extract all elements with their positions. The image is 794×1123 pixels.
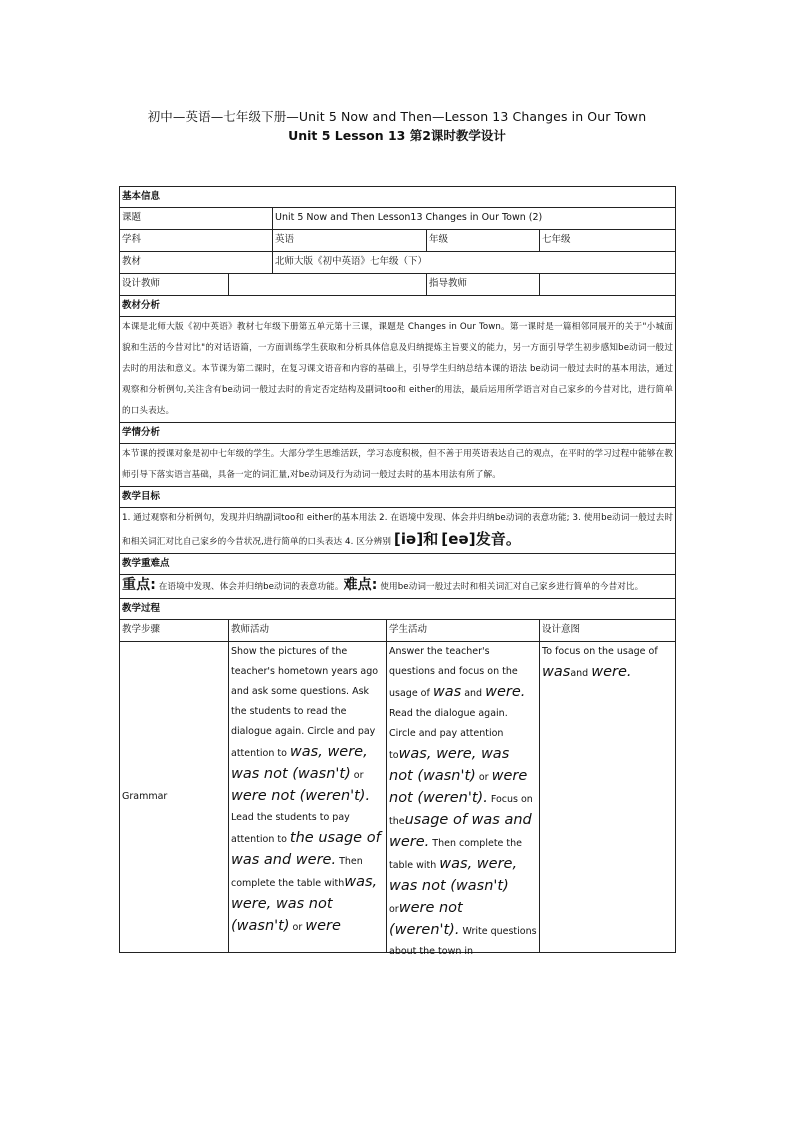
col-student-header: 学生活动 [387, 620, 540, 642]
section-heading: 教学目标 [120, 487, 676, 508]
student-text: Write questions about the town in [389, 926, 537, 957]
topic-value: Unit 5 Now and Then Lesson13 Changes in Our Town (2) [273, 208, 676, 230]
difficulty-text: 使用be动词一般过去时和相关词汇对自己家乡进行简单的今昔对比。 [377, 582, 644, 592]
subject-label: 学科 [120, 230, 273, 252]
student-text: Read the dialogue again. Circle and pay attention to [389, 708, 508, 761]
process-column-headers [120, 620, 676, 642]
student-text: and [461, 688, 486, 699]
keypoints-paragraph [120, 575, 676, 599]
student-italic: was, were, was not (wasn't) [389, 746, 510, 784]
design-intent [540, 642, 676, 953]
intent-text: and [570, 668, 592, 679]
intent-italic: were. [591, 664, 632, 680]
section-heading: 学情分析 [120, 423, 676, 444]
goals-text: 1. 通过观察和分析例句，发现并归纳副词too和 either的基本用法 2. 在语境中发现、体会并归纳be动词的表意功能; 3. 使用be动词一般过去时和相关词汇对比自己家乡的今昔状况,进行简单的口头表达 4. 区分辨别 [122, 513, 674, 547]
phoneme-1: [iə]和 [393, 530, 439, 548]
student-italic: were not (weren't). [389, 900, 463, 938]
grade-label: 年级 [427, 230, 540, 252]
intent-text: To focus on the usage of [542, 646, 658, 657]
teacher-text: or [289, 922, 306, 933]
student-italic: was, were, was not (wasn't) [389, 856, 518, 894]
phoneme-2: [eə]发音。 [441, 530, 521, 548]
intent-italic: was [542, 664, 571, 680]
section-heading: 教学重难点 [120, 554, 676, 575]
teacher-text: or [350, 770, 364, 781]
teacher-italic: were [305, 918, 341, 934]
col-intent-header: 设计意图 [540, 620, 676, 642]
section-learners-header [120, 423, 676, 444]
goals-paragraph [120, 508, 676, 554]
document-subtitle: Unit 5 Lesson 13 第2课时教学设计 [288, 128, 506, 143]
section-heading: 基本信息 [120, 187, 676, 208]
student-text: or [389, 904, 399, 915]
row-analysis-text [120, 317, 676, 423]
teacher-text: Show the pictures of the teacher's hometown years ago and ask some questions. Ask the students to read the dialogue again. Circle and pay attention to [231, 646, 379, 759]
row-designer [120, 274, 676, 296]
student-italic: were. [485, 684, 526, 700]
designer-value [229, 274, 427, 296]
section-heading: 教材分析 [120, 296, 676, 317]
textbook-value: 北师大版《初中英语》七年级（下） [273, 252, 676, 274]
section-analysis-header [120, 296, 676, 317]
topic-label: 课题 [120, 208, 273, 230]
learners-paragraph: 本节课的授课对象是初中七年级的学生。大部分学生思维活跃，学习态度积极，但不善于用英语表达自己的观点，在平时的学习过程中能够在教师引导下落实语言基础，具备一定的词汇量,对be动词及行为动词一般过去时的基本用法有所了解。 [120, 444, 676, 487]
student-text: Focus on the [389, 794, 533, 827]
teacher-text: Lead the students to pay attention to [231, 812, 350, 845]
mentor-label: 指导教师 [427, 274, 540, 296]
row-goals-text [120, 508, 676, 554]
student-activity [387, 642, 540, 957]
student-text: or [475, 772, 492, 783]
teacher-italic: the usage of was and were. [231, 830, 381, 868]
section-keypoints-header [120, 554, 676, 575]
section-goals-header [120, 487, 676, 508]
student-italic: was [432, 684, 462, 700]
grade-value: 七年级 [540, 230, 676, 252]
process-row-grammar [120, 642, 676, 953]
lesson-plan-table [119, 186, 676, 957]
student-italic: were not (weren't). [389, 768, 528, 806]
teacher-italic: was, were, was not (wasn't) [231, 874, 378, 934]
teacher-activity [229, 642, 387, 953]
col-step-header: 教学步骤 [120, 620, 229, 642]
section-heading: 教学过程 [120, 599, 676, 620]
student-text: Then complete the table with [389, 838, 522, 871]
row-learners-text [120, 444, 676, 487]
designer-label: 设计教师 [120, 274, 229, 296]
row-keypoints-text [120, 575, 676, 599]
key-label: 重点: [122, 577, 156, 593]
student-italic: usage of was and were. [389, 812, 532, 850]
student-text: Answer the teacher's questions and focus on the usage of [389, 646, 518, 699]
teacher-italic: were not (weren't). [231, 788, 371, 804]
teacher-text: Then complete the table with [231, 856, 363, 889]
teacher-italic: was, were, was not (wasn't) [231, 744, 368, 782]
section-process-header [120, 599, 676, 620]
row-textbook [120, 252, 676, 274]
key-text: 在语境中发现、体会并归纳be动词的表意功能。 [155, 582, 344, 592]
document-title: 初中—英语—七年级下册—Unit 5 Now and Then—Lesson 13 Changes in Our Town [147, 109, 647, 124]
section-basic-header [120, 187, 676, 208]
subject-value: 英语 [273, 230, 427, 252]
col-teacher-header: 教师活动 [229, 620, 387, 642]
analysis-paragraph: 本课是北师大版《初中英语》教材七年级下册第五单元第十三课，课题是 Changes in Our Town。第一课时是一篇相邻同展开的关于"小城面貌和生活的今昔对比"的对话语篇，一方面训练学生获取和分析具体信息及归纳提炼主旨要义的能力，另一方面引导学生初步感知be动词一般过去时的用法和意义。本节课为第二课时，在复习课文语音和内容的基础上，引导学生归纳总结本课的语法 be动词一般过去时的基本用法，通过观察和分析例句,关注含有be动词一般过去时的肯定否定结构及副词too和 either的用法，最后运用所学语言对自己家乡的今昔对比，进行简单的口头表达。 [120, 317, 676, 423]
row-subject [120, 230, 676, 252]
difficulty-label: 难点: [343, 577, 378, 593]
row-topic [120, 208, 676, 230]
textbook-label: 教材 [120, 252, 273, 274]
mentor-value [540, 274, 676, 296]
step-name: Grammar [120, 642, 229, 953]
